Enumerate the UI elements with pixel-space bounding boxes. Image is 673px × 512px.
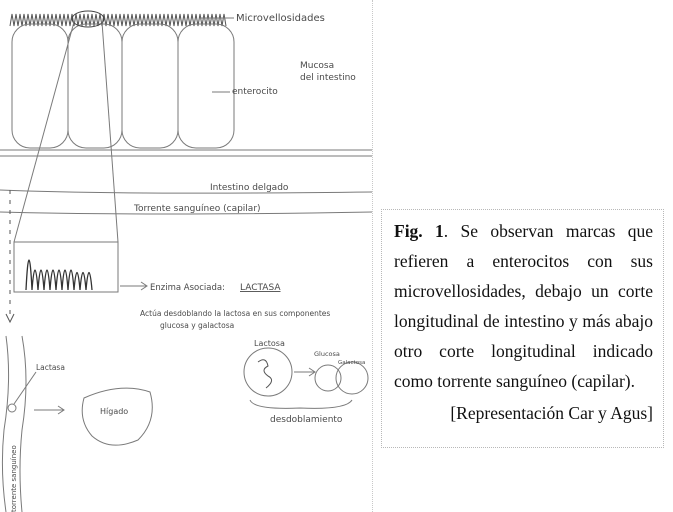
label-glucosa: Glucosa (314, 350, 340, 358)
label-lactasa-enzima: LACTASA (240, 283, 281, 293)
label-vertical-left: torrente sanguíneo (10, 445, 18, 512)
label-higado: Hígado (100, 407, 129, 416)
villi-zoom-box (14, 242, 118, 292)
lactose-circle (244, 348, 292, 396)
enterocyte-cell-1 (12, 24, 68, 148)
glucose-circle (315, 365, 341, 391)
label-lactosa: Lactosa (254, 339, 285, 348)
label-enterocito: enterocito (232, 87, 278, 97)
enterocyte-cell-2 (68, 24, 122, 148)
villi-wave (26, 260, 92, 290)
desdoblamiento-brace (250, 400, 352, 408)
enterocyte-cell-4 (178, 24, 234, 148)
label-lactasa-left: Lactasa (36, 363, 65, 372)
label-mucosa-1: Mucosa (300, 61, 335, 71)
label-accion-1: Actúa desdoblando la lactosa en sus componentes (140, 309, 331, 318)
caption-text (394, 216, 653, 396)
label-enzima: Enzima Asociada: (150, 283, 225, 293)
zoom-line-right (102, 22, 118, 242)
caption-fig-label: Fig. 1 (394, 221, 444, 241)
label-desdoblamiento: desdoblamiento (270, 415, 343, 425)
label-accion-2: glucosa y galactosa (160, 321, 235, 330)
page-divider (372, 0, 373, 512)
liver-shape (82, 388, 152, 445)
label-microvellosidades: Microvellosidades (236, 13, 325, 24)
figure-caption (381, 209, 664, 448)
zoom-line-left (14, 22, 74, 242)
enterocyte-cell-3 (122, 24, 178, 148)
caption-body: . Se observan marcas que refieren a enterocitos con sus microvellosidades, debajo un corte longitudinal de intestino y más abajo otro corte longitudinal indicado como torrente sanguíneo (capilar). (394, 221, 653, 391)
label-intestino: Intestino delgado (210, 183, 289, 193)
caption-credit: [Representación Car y Agus] (450, 403, 653, 423)
label-galactosa: Galactosa (338, 360, 366, 366)
label-mucosa-2: del intestino (300, 73, 356, 83)
label-torrente: Torrente sanguíneo (capilar) (134, 204, 261, 214)
